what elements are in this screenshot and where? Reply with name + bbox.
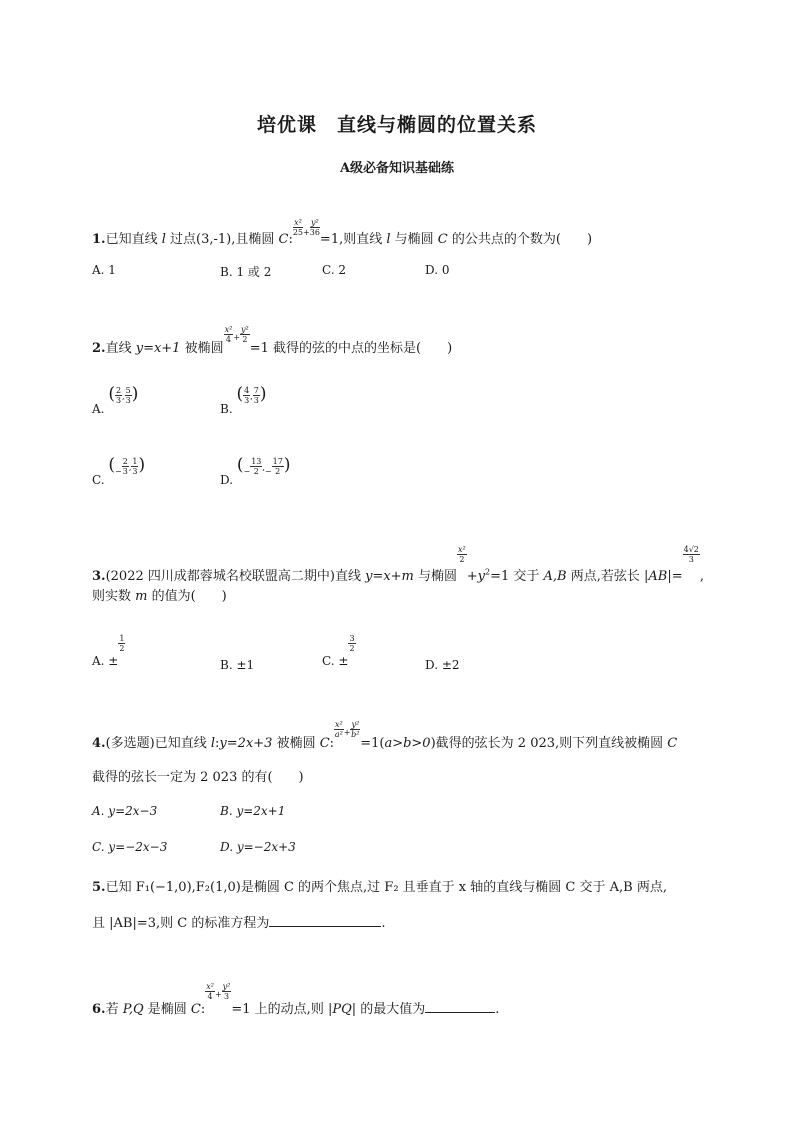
option-c: C. 2 (322, 263, 347, 277)
math-symbol: : (329, 736, 335, 751)
question-number: 1. (92, 232, 106, 247)
fraction (272, 457, 284, 476)
fraction-denominator: 3 (244, 396, 250, 405)
question-text: 则实数 (92, 589, 136, 604)
math-equation: y=x+m (365, 569, 414, 584)
math-var: m (135, 589, 148, 604)
fraction-numerator: 4 (244, 386, 250, 395)
fraction (457, 545, 467, 564)
fraction (224, 325, 234, 344)
fraction-numerator: 2 (122, 457, 128, 466)
fraction (115, 386, 122, 405)
question-text: . (495, 1002, 500, 1017)
fraction (334, 720, 344, 739)
fraction-denominator: 3 (125, 396, 131, 405)
question-text: | 的最大值为 (351, 1002, 426, 1017)
question-number: 4. (92, 736, 106, 751)
question-5 (92, 876, 667, 895)
question-text: 被椭圆 (272, 736, 320, 751)
question-text: 两点,若弦长 | (566, 569, 649, 584)
fraction-denominator: a² (334, 730, 343, 739)
math-var: l (386, 232, 391, 247)
fraction (350, 720, 360, 739)
fraction (683, 545, 700, 564)
math-symbol: : (215, 736, 220, 751)
fraction-numerator: 5 (125, 386, 131, 395)
fraction-numerator: 3 (349, 634, 355, 643)
option-label: D. (220, 473, 234, 487)
math-var: A,B (543, 569, 567, 584)
question-text: (2022 四川成都蓉城名校联盟高二期中)直线 (105, 569, 366, 584)
question-3 (92, 545, 704, 584)
fraction-denominator: 2 (253, 467, 259, 476)
question-text: 已知直线 (105, 232, 162, 247)
minus-sign: − (115, 467, 122, 476)
fraction (253, 386, 260, 405)
math-var: C (319, 736, 330, 751)
math-symbol: + (233, 333, 241, 342)
question-number: 2. (92, 341, 106, 356)
question-text: 已知 F₁(−1,0),F₂(1,0)是椭圆 C 的两个焦点,过 F₂ 且垂直于 x 轴的直线与椭圆 C 交于 A,B 两点, (105, 880, 667, 895)
option-c: C. y=−2x−3 (92, 840, 168, 854)
math-equation: y=2x+3 (219, 736, 273, 751)
question-6 (92, 982, 499, 1017)
fraction-denominator: b² (351, 730, 360, 739)
answer-blank[interactable] (269, 914, 381, 927)
option-label: C. ± (322, 654, 349, 668)
math-equation: y=x+1 (135, 341, 181, 356)
question-text: . (381, 916, 386, 931)
fraction-numerator: 2 (115, 386, 122, 395)
question-3-line-2 (92, 585, 227, 604)
fraction-numerator: 17 (272, 457, 283, 466)
fraction-denominator: 2 (242, 335, 248, 344)
question-number: 3. (92, 569, 106, 584)
option-a: A. 1 (92, 263, 116, 277)
question-text: 过点(3,-1),且椭圆 (165, 232, 279, 247)
option-b (220, 384, 266, 416)
comma: , (250, 392, 253, 401)
fraction-denominator: 2 (349, 644, 355, 653)
math-var: AB (648, 569, 668, 584)
question-text: 被椭圆 (180, 341, 224, 356)
fraction-denominator: 25 (292, 228, 304, 237)
open-paren: ( (108, 384, 115, 404)
close-paren: ) (138, 455, 146, 475)
math-var: C (278, 232, 289, 247)
open-paren: ( (108, 455, 116, 475)
superscript: 2 (484, 567, 491, 577)
option-label: A. ± (92, 654, 119, 668)
fraction-numerator: x² (206, 982, 214, 991)
question-2 (92, 325, 452, 356)
fraction (222, 982, 232, 1001)
option-d: D. 0 (425, 263, 450, 277)
fraction-denominator: 36 (309, 228, 320, 237)
close-paren: ) (259, 384, 267, 404)
fraction-denominator: 2 (119, 644, 125, 653)
comma: , (122, 392, 125, 401)
fraction-numerator: x² (335, 720, 343, 729)
option-b: B. y=2x+1 (220, 804, 286, 818)
option-d: D. ±2 (425, 658, 460, 672)
fraction-numerator: 4√2 (683, 545, 699, 554)
math-condition: a>b>0 (384, 736, 431, 751)
math-var: C (437, 232, 448, 247)
option-b: B. ±1 (220, 658, 255, 672)
math-symbol: : (288, 232, 293, 247)
math-var: PQ (332, 1002, 352, 1017)
question-text: 的公共点的个数为( ) (447, 232, 593, 247)
fraction (205, 982, 215, 1001)
option-c (92, 455, 145, 487)
fraction-numerator: y² (241, 325, 249, 334)
open-paren: ( (236, 384, 244, 404)
fraction (310, 218, 320, 237)
fraction-numerator: x² (224, 325, 233, 334)
math-var: l (210, 736, 216, 751)
question-4 (92, 720, 677, 751)
fraction-numerator: y² (222, 982, 231, 991)
fraction-denominator: 3 (688, 555, 694, 564)
math-term: +y (466, 569, 485, 584)
option-d: D. y=−2x+3 (220, 840, 296, 854)
minus-sign: − (264, 467, 272, 476)
math-var: C (667, 736, 678, 751)
math-symbol: + (303, 228, 310, 237)
fraction (240, 325, 250, 344)
fraction-numerator: 7 (253, 386, 259, 395)
fraction-numerator: y² (310, 218, 319, 227)
comma: , (262, 463, 265, 472)
question-5-line-2 (92, 912, 385, 931)
question-text: 是椭圆 (143, 1002, 191, 1017)
minus-sign: − (243, 467, 251, 476)
question-4-line-2: 截得的弦长一定为 2 023 的有( ) (92, 770, 304, 785)
math-var: C (190, 1002, 201, 1017)
open-paren: ( (236, 455, 244, 475)
fraction-denominator: 4 (207, 992, 213, 1001)
fraction-numerator: x² (294, 218, 302, 227)
comma: , (128, 463, 132, 472)
question-text: =1 上的动点,则 | (231, 1002, 333, 1017)
question-text: , (699, 569, 705, 584)
question-text: 直线 (105, 341, 136, 356)
fraction-numerator: 1 (119, 634, 125, 643)
fraction-numerator: y² (351, 720, 360, 729)
question-text: =1,则直线 (319, 232, 387, 247)
question-text: )截得的弦长为 2 023,则下列直线被椭圆 (430, 736, 668, 751)
question-text: 与椭圆 (390, 232, 438, 247)
question-text: 的值为( ) (147, 589, 227, 604)
option-d (220, 455, 290, 487)
fraction (125, 386, 132, 405)
option-label: B. (220, 402, 233, 416)
question-text: 与椭圆 (413, 569, 458, 584)
option-a (92, 634, 125, 668)
fraction-denominator: 3 (223, 992, 230, 1001)
option-a (92, 384, 138, 416)
question-text: (多选题)已知直线 (105, 736, 211, 751)
question-text: |= (667, 569, 683, 584)
option-c (322, 634, 356, 668)
question-text: =1( (360, 736, 385, 751)
fraction-denominator: 2 (459, 555, 465, 564)
math-symbol: + (343, 728, 351, 737)
fraction (348, 634, 355, 653)
section-subtitle: A级必备知识基础练 (339, 161, 455, 176)
fraction-numerator: 13 (251, 457, 262, 466)
option-a: A. y=2x−3 (92, 804, 158, 818)
option-label: A. (92, 402, 105, 416)
question-number: 5. (92, 880, 106, 895)
question-1 (92, 218, 592, 247)
fraction (250, 457, 262, 476)
question-number: 6. (92, 1002, 106, 1017)
fraction-denominator: 3 (253, 396, 259, 405)
math-var: P,Q (122, 1002, 144, 1017)
question-text: =1 截得的弦的中点的坐标是( ) (249, 341, 453, 356)
page-title: 培优课 直线与椭圆的位置关系 (256, 114, 537, 136)
question-text: =1 交于 (490, 569, 544, 584)
math-symbol: + (214, 990, 222, 999)
fraction-denominator: 3 (122, 467, 128, 476)
question-text: 且 |AB|=3,则 C 的标准方程为 (92, 916, 270, 931)
option-label: C. (92, 473, 105, 487)
fraction-numerator: 1 (132, 457, 138, 466)
fraction-denominator: 2 (275, 467, 281, 476)
question-text: 若 (105, 1002, 123, 1017)
math-symbol: : (200, 1002, 206, 1017)
close-paren: ) (131, 384, 139, 404)
fraction (293, 218, 303, 237)
fraction-denominator: 3 (115, 396, 122, 405)
option-b: B. 1 或 2 (220, 265, 272, 279)
close-paren: ) (283, 455, 291, 475)
math-var: l (161, 232, 166, 247)
fraction (122, 457, 129, 476)
fraction-numerator: x² (458, 545, 466, 554)
fraction-denominator: 3 (132, 467, 138, 476)
fraction-denominator: 4 (225, 335, 231, 344)
answer-blank[interactable] (425, 1000, 495, 1013)
fraction (118, 634, 125, 653)
